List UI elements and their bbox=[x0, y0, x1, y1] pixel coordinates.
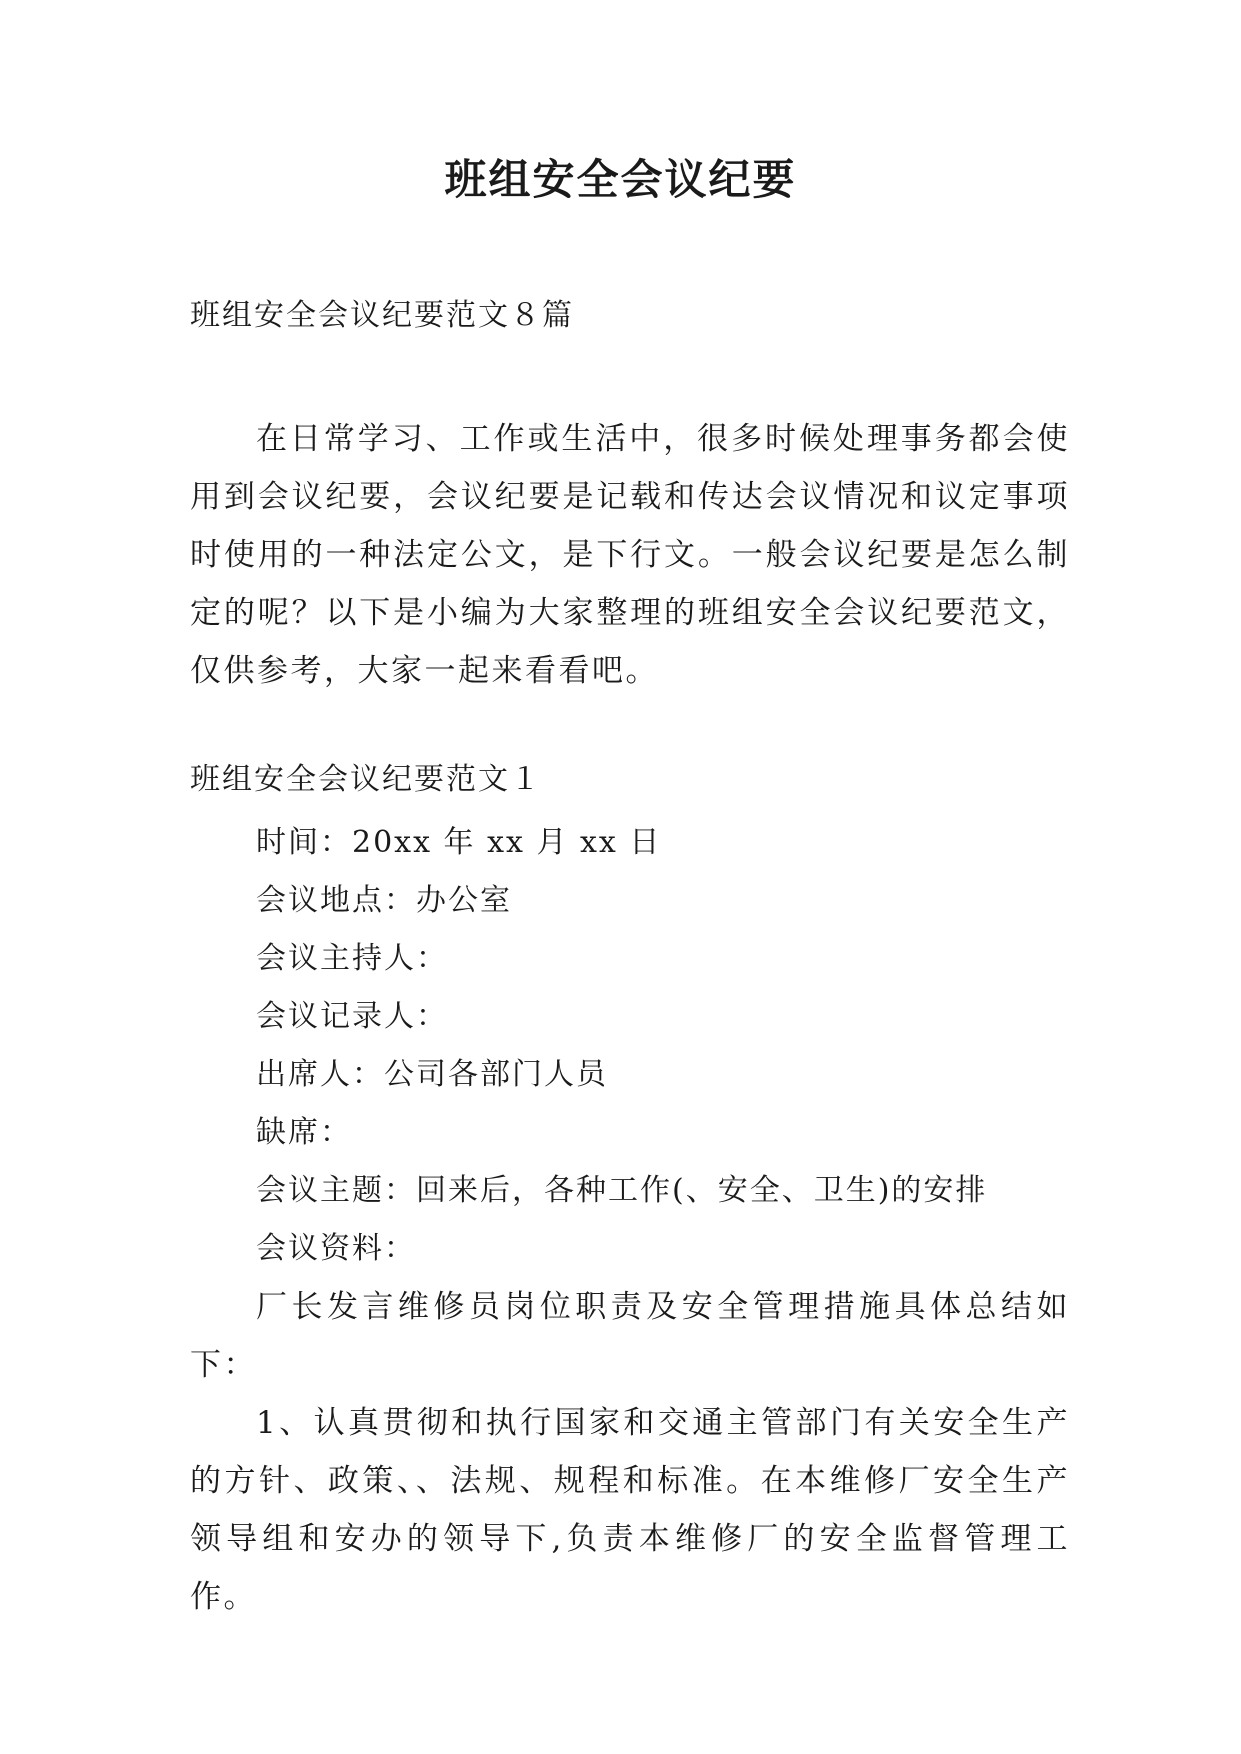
field-topic: 会议主题：回来后，各种工作(、安全、卫生)的安排 bbox=[256, 1173, 988, 1208]
field-host: 会议主持人： bbox=[256, 941, 448, 976]
field-location: 会议地点：办公室 bbox=[256, 883, 512, 918]
field-materials: 会议资料： bbox=[256, 1231, 416, 1266]
field-recorder: 会议记录人： bbox=[256, 999, 448, 1034]
field-absent: 缺席： bbox=[256, 1115, 352, 1150]
item-1-paragraph: 1、认真贯彻和执行国家和交通主管部门有关安全生产的方针、政策、、法规、规程和标准。在本维修厂安全生产领导组和安办的领导下,负责本维修厂的安全监督管理工作。 bbox=[190, 1405, 1070, 1615]
meeting-fields-list bbox=[256, 814, 987, 1278]
document-title: 班组安全会议纪要 bbox=[444, 155, 797, 204]
document-subtitle: 班组安全会议纪要范文８篇 bbox=[190, 298, 574, 333]
intro-paragraph: 在日常学习、工作或生活中，很多时候处理事务都会使用到会议纪要，会议纪要是记载和传达会议情况和议定事项时使用的一种法定公文，是下行文。一般会议纪要是怎么制定的呢？以下是小编为大家整理的班组安全会议纪要范文，仅供参考，大家一起来看看吧。 bbox=[190, 421, 1070, 689]
section-title: 班组安全会议纪要范文１ bbox=[190, 762, 542, 797]
speech-paragraph: 厂长发言维修员岗位职责及安全管理措施具体总结如下： bbox=[190, 1289, 1070, 1383]
field-attendees: 出席人：公司各部门人员 bbox=[256, 1057, 608, 1092]
field-time: 时间：20xx 年 xx 月 xx 日 bbox=[256, 825, 662, 860]
